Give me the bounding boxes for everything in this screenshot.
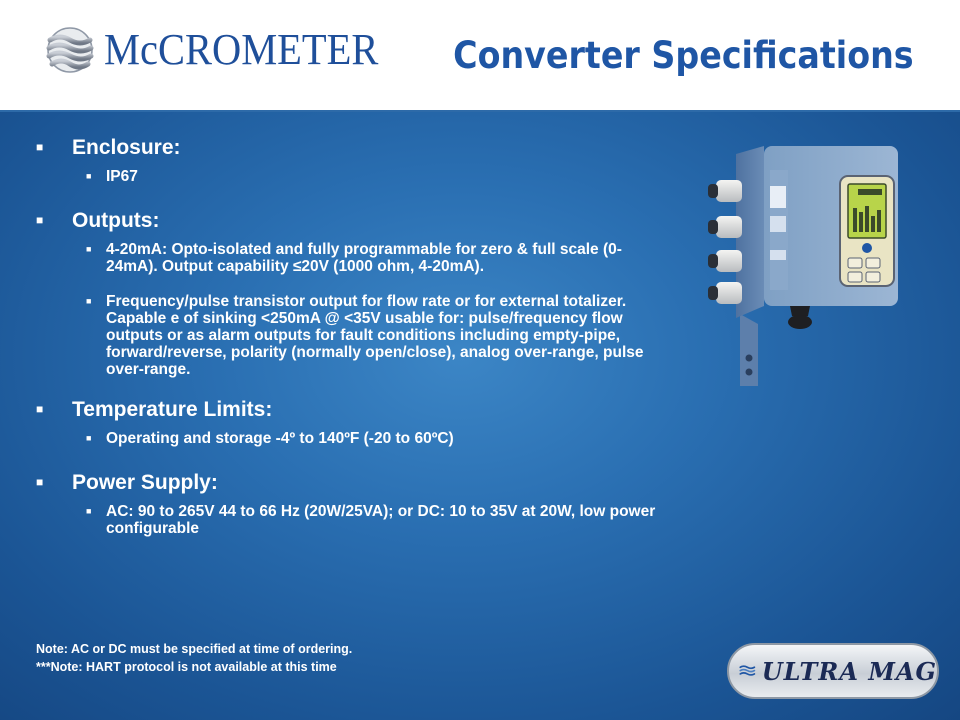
heading-text: Power Supply: [72,471,218,494]
square-bullet-icon: ■ [86,433,92,443]
square-bullet-icon: ■ [86,506,92,516]
footnote: ***Note: HART protocol is not available at this time [36,660,337,674]
square-bullet-icon: ■ [36,475,44,489]
waves-logo-icon [44,26,96,74]
list-item [86,430,666,449]
footnotes [36,640,352,676]
logo-wordmark: McCROMETER [104,25,379,74]
square-bullet-icon: ■ [86,244,92,254]
section-heading [36,209,676,235]
square-bullet-icon: ■ [86,171,92,181]
spec-list [36,136,676,537]
section-power-supply [36,471,676,537]
square-bullet-icon: ■ [36,140,44,154]
ultra-mag-badge [727,643,939,699]
square-bullet-icon: ■ [36,213,44,227]
item-text: 4-20mA: Opto-isolated and fully programmable for zero & full scale (0-24mA). Output capability ≤20V (1000 ohm, 4-20mA). [106,241,622,275]
square-bullet-icon: ■ [36,402,44,416]
footnote: Note: AC or DC must be specified at time of ordering. [36,642,353,656]
heading-text: Outputs: [72,209,160,232]
section-heading [36,471,676,497]
item-text: AC: 90 to 265V 44 to 66 Hz (20W/25VA); or DC: 10 to 35V at 20W, low power configurable [106,503,656,537]
page-title: Converter Specifications [453,34,914,77]
item-text: Operating and storage -4º to 140ºF (-20 to 60ºC) [106,430,454,447]
heading-text: Enclosure: [72,136,181,159]
header [0,0,960,112]
waves-logo-icon [739,653,756,689]
section-enclosure [36,136,676,187]
section-heading [36,136,676,162]
list-item [86,241,666,275]
list-item [86,503,666,537]
list-item [86,293,666,378]
square-bullet-icon: ■ [86,296,92,306]
heading-text: Temperature Limits: [72,398,273,421]
badge-wordmark: ULTRA MAG [761,656,937,686]
section-heading [36,398,676,424]
item-text: Frequency/pulse transistor output for flow rate or for external totalizer. Capable e of sinking <250mA @ <35V usable for: pulse/frequency flow outputs or as alarm outputs for fault conditions including empty-pipe, forward/reverse, polarity (normally open/close), analog over-range, pulse over-range. [106,293,644,378]
list-item [86,168,666,187]
section-outputs [36,209,676,378]
converter-device-image [706,146,918,392]
mccrometer-logo [44,26,402,74]
section-temperature [36,398,676,449]
item-text: IP67 [106,168,138,185]
